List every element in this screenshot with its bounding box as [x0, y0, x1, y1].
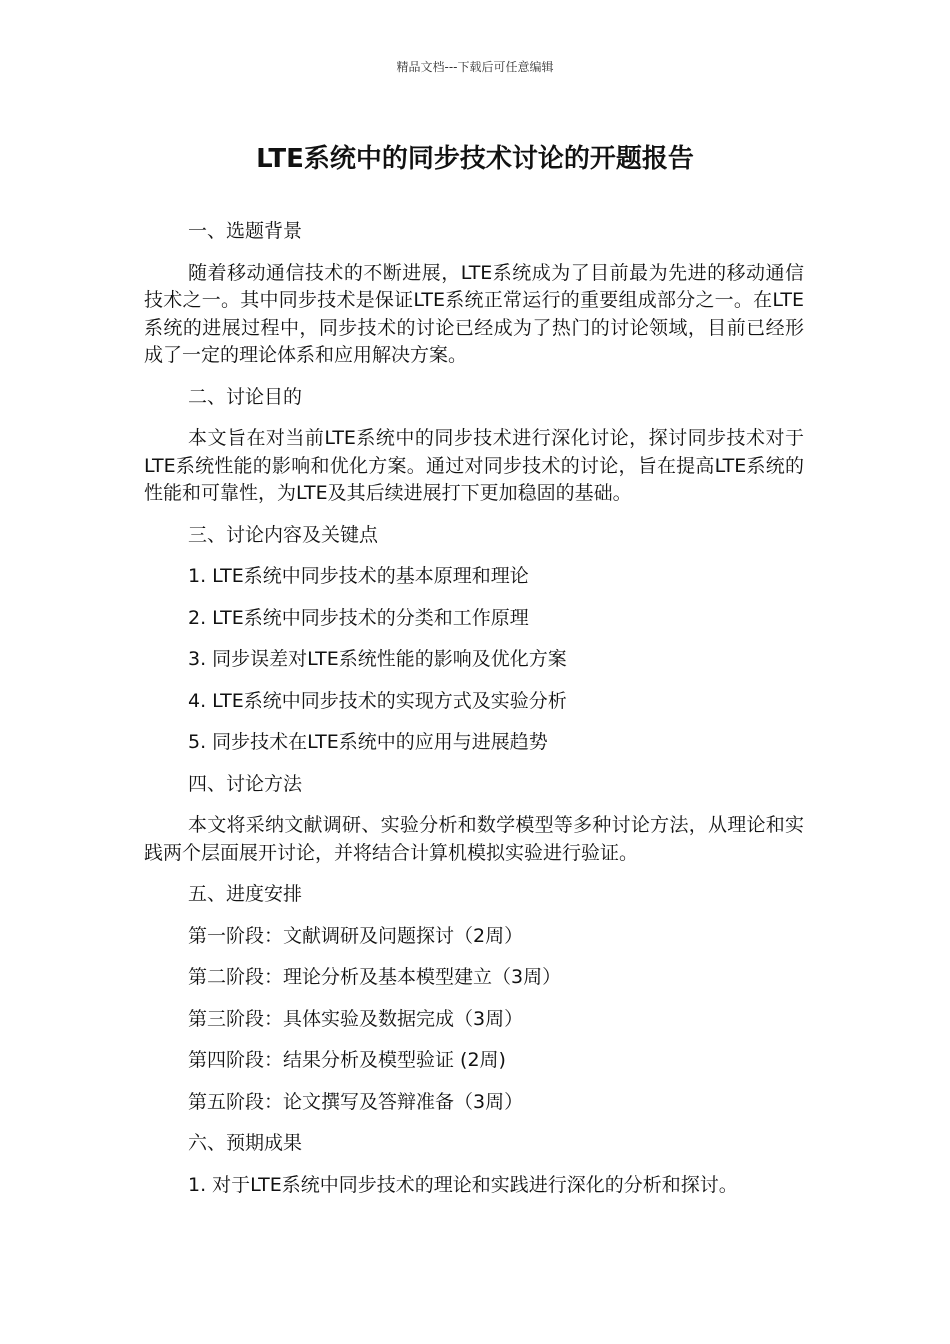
section-heading-purpose: 二、讨论目的 [188, 385, 303, 408]
list-item: 1. 对于LTE系统中同步技术的理论和实践进行深化的分析和探讨。 [188, 1173, 738, 1196]
list-item: 1. LTE系统中同步技术的基本原理和理论 [188, 565, 529, 587]
list-item: 5. 同步技术在LTE系统中的应用与进展趋势 [188, 731, 548, 753]
section-heading-background: 一、选题背景 [188, 220, 303, 242]
section-heading-expected-results: 六、预期成果 [188, 1132, 303, 1154]
list-item: 3. 同步误差对LTE系统性能的影响及优化方案 [188, 648, 567, 670]
schedule-item: 第四阶段：结果分析及模型验证 (2周) [188, 1049, 506, 1071]
paragraph-method: 本文将采纳文献调研、实验分析和数学模型等多种讨论方法，从理论和实践两个层面展开讨论，并将结合计算机模拟实验进行验证。 [144, 814, 804, 864]
list-item: 2. LTE系统中同步技术的分类和工作原理 [188, 606, 529, 629]
schedule-item: 第五阶段：论文撰写及答辩准备（3周） [188, 1090, 524, 1113]
list-item: 4. LTE系统中同步技术的实现方式及实验分析 [188, 689, 567, 712]
paragraph-background: 随着移动通信技术的不断进展，LTE系统成为了目前最为先进的移动通信技术之一。其中同步技术是保证LTE系统正常运行的重要组成部分之一。在LTE系统的进展过程中，同步技术的讨论已经成为了热门的讨论领域，目前已经形成了一定的理论体系和应用解决方案。 [144, 261, 804, 366]
schedule-item: 第一阶段：文献调研及问题探讨（2周） [188, 924, 524, 947]
paragraph-purpose: 本文旨在对当前LTE系统中的同步技术进行深化讨论，探讨同步技术对于LTE系统性能的影响和优化方案。通过对同步技术的讨论，旨在提高LTE系统的性能和可靠性，为LTE及其后续进展打下更加稳固的基础。 [144, 427, 804, 504]
section-heading-content: 三、讨论内容及关键点 [188, 523, 379, 546]
section-heading-method: 四、讨论方法 [188, 772, 303, 795]
schedule-item: 第二阶段：理论分析及基本模型建立（3周） [188, 966, 562, 988]
document-title: LTE系统中的同步技术讨论的开题报告 [256, 144, 694, 174]
schedule-item: 第三阶段：具体实验及数据完成（3周） [188, 1007, 524, 1030]
section-heading-schedule: 五、进度安排 [188, 883, 303, 905]
document-body [144, 218, 804, 1199]
page-header: 精品文档---下载后可任意编辑 [396, 60, 554, 74]
